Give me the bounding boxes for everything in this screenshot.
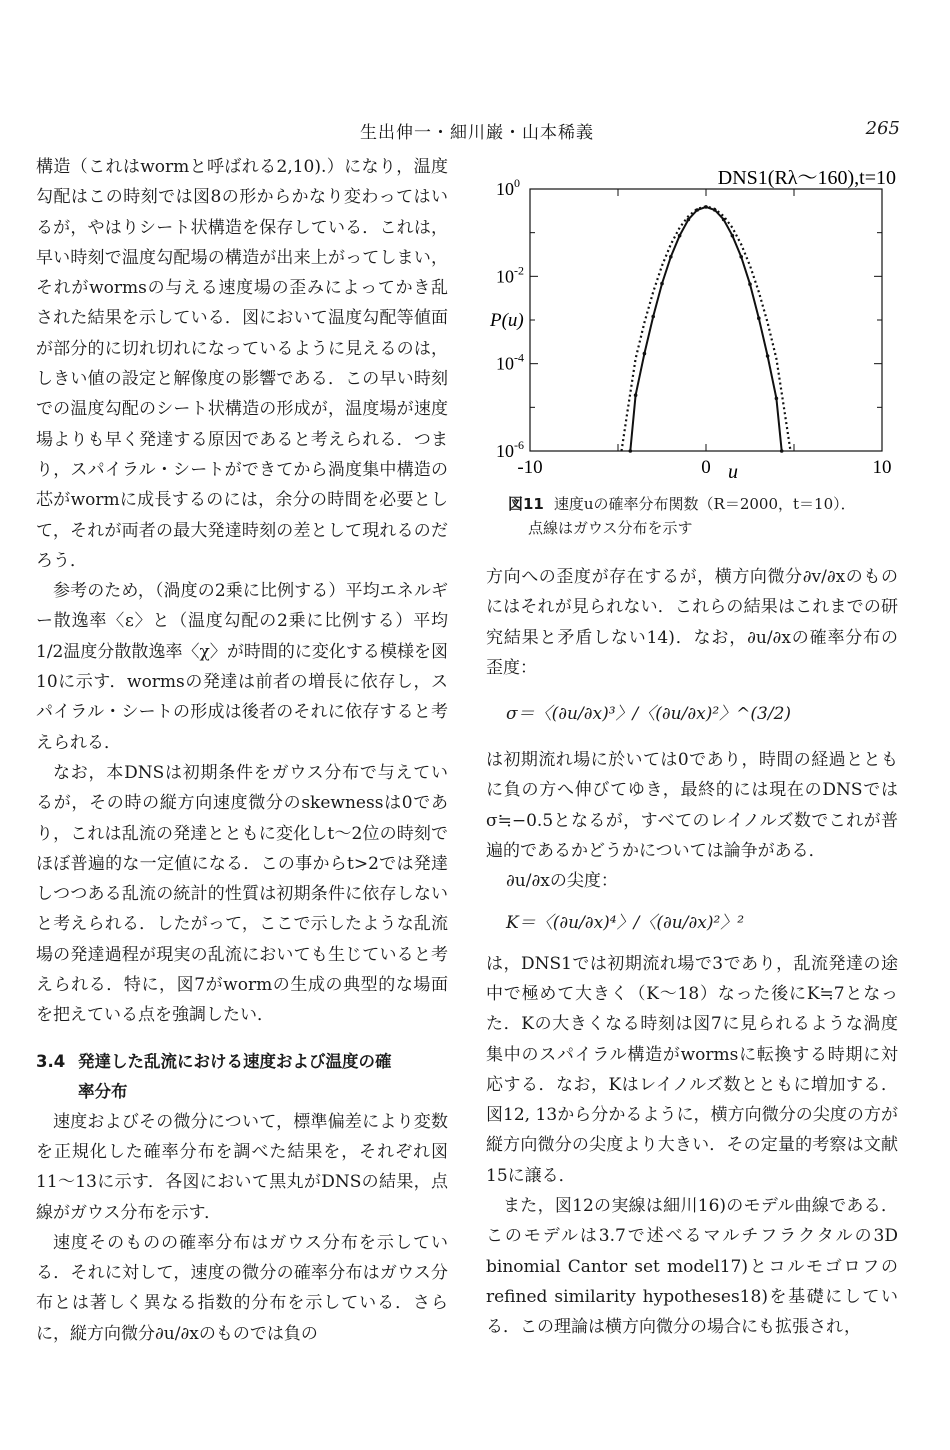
dns-point — [780, 449, 784, 453]
body-paragraph: は初期流れ場に於いては0であり，時間の経過とともに負の方へ伸びてゆき，最終的には現在のDNSではσ≒−0.5となるが，すべてのレイノルズ数でこれが普遍的であるかどうかについては論争がある． — [486, 750, 898, 862]
y-tick-label: $10^{-4}$ — [496, 350, 524, 374]
x-tick-label: -10 — [517, 457, 543, 478]
dns-point — [748, 282, 752, 286]
body-paragraph: なお，本DNSは初期条件をガウス分布で与えているが，その時の縦方向速度微分のskewnessは0であり，これは乱流の発達とともに変化しt～2位の時刻でほぼ普遍的な一定値になる．この事からt>2では発達しつつある乱流の統計的性質は初期条件に依存しないと考えられる．したがって，ここで示したような乱流場の発達過程が現実の乱流においても生じていると考えられる．特に，図7がwormの生成の典型的な場面を把えている点を強調したい． — [36, 762, 448, 1026]
dns-point — [634, 393, 638, 397]
section-number: 3.4 — [36, 1051, 66, 1071]
caption-label: 図11 — [508, 495, 544, 513]
body-paragraph: また，図12の実線は細川16)のモデル曲線である．このモデルは3.7で述べるマルチフラクタルの3D binomial Cantor set model17)とコルモゴロフのrefined similarity hypotheses18)を基礎にしている．この理論は横方向微分の場合にも拡張され， — [486, 1196, 898, 1338]
dns-point — [775, 397, 779, 401]
dns-point — [731, 234, 735, 238]
section-title-line1: 発達した乱流における速度および温度の確 — [78, 1051, 392, 1071]
body-paragraph: 参考のため，（渦度の2乗に比例する）平均エネルギー散逸率〈ε〉と（温度勾配の2乗に比例する）平均1/2温度分散散逸率〈χ〉が時間的に変化する模様を図10に示す．wormsの発達は前者の増長に依存し，スパイラル・シートの形成は後者のそれに依存すると考えられる． — [36, 581, 448, 753]
y-axis-label: P(u) — [490, 310, 524, 331]
left-column — [36, 152, 448, 1349]
body-paragraph: 速度そのものの確率分布はガウス分布を示している．それに対して，速度の微分の確率分布はガウス分布とは著しく異なる指数的分布を示している．さらに，縦方向微分∂u/∂xのものでは負の — [36, 1232, 448, 1344]
dns-point — [629, 449, 633, 453]
right-column — [486, 562, 898, 1343]
dns-point — [678, 234, 682, 238]
flatness-formula: K＝〈(∂u/∂x)⁴〉/〈(∂u/∂x)²〉² — [506, 912, 745, 933]
dns-point — [651, 315, 655, 319]
dns-curve — [630, 207, 781, 451]
body-paragraph: 速度およびその微分について，標準偏差により変数を正規化した確率分布を調べた結果を，それぞれ図11～13に示す．各図において黒丸がDNSの結果，点線がガウス分布を示す． — [36, 1111, 448, 1223]
section-heading — [36, 1047, 448, 1107]
section-title-line2: 率分布 — [78, 1081, 128, 1101]
body-paragraph: 方向への歪度が存在するが，横方向微分∂v/∂xのものにはそれが見られない．これらの結果はこれまでの研究結果と矛盾しない14)．なお，∂u/∂xの確率分布の歪度： — [486, 567, 898, 678]
running-header-authors: 生出伸一・細川巌・山本稀義 — [360, 123, 594, 143]
y-tick-label: $10^0$ — [496, 176, 520, 199]
plot-frame — [530, 189, 882, 451]
dns-point — [687, 218, 691, 222]
pdf-chart — [486, 160, 906, 490]
skewness-formula: σ＝〈(∂u/∂x)³〉/〈(∂u/∂x)²〉^(3/2) — [506, 704, 792, 725]
dns-point — [739, 255, 743, 259]
gaussian-curve — [622, 206, 791, 451]
dns-point — [757, 316, 761, 320]
caption-line2: 点線はガウス分布を示す — [528, 519, 693, 537]
dns-point — [766, 354, 770, 358]
dns-point — [643, 352, 647, 356]
dns-point — [669, 255, 673, 259]
flatness-label: ∂u/∂xの尖度： — [506, 871, 618, 892]
chart-title: DNS1(Rλ～160),t=10 — [717, 167, 896, 189]
dns-point — [660, 282, 664, 286]
x-tick-label: 0 — [701, 457, 711, 478]
y-tick-label: $10^{-2}$ — [496, 263, 524, 287]
x-tick-label: 10 — [872, 457, 892, 478]
y-tick-label: $10^{-6}$ — [496, 438, 524, 461]
caption-line1: 速度uの確率分布関数（R＝2000，t＝10）． — [553, 495, 856, 513]
body-paragraph: 構造（これはwormと呼ばれる2,10).）になり，温度勾配はこの時刻では図8の形からかなり変わってはいるが，やはりシート状構造を保存している．これは，早い時刻で温度勾配場の構造が出来上がってしまい，それがwormsの与える速度場の歪みによってかき乱された結果を示している．図において温度勾配等値面が部分的に切れ切れになっているように見えるのは，しきい値の設定と解像度の影響である．この早い時刻での温度勾配のシート状構造の形成が，温度場が速度場よりも早く発達する原因であると考えられる．つまり，スパイラル・シートができてから渦度集中構造の芯がwormに成長するのには，余分の時間を必要として，それが両者の最大発達時刻の差として現れるのだろう． — [36, 157, 448, 571]
x-axis-label: u — [728, 461, 738, 483]
body-paragraph: は，DNS1では初期流れ場で3であり，乱流発達の途中で極めて大きく（K～18）なった後にK≒7となった．Kの大きくなる時刻は図7に見られるような渦度集中のスパイラル構造がwormsに転換する時期に対応する．なお，Kはレイノルズ数とともに増加する．図12, 13から分かるように，横方向微分の尖度の方が縦方向微分の尖度より大きい．その定量的考察は文献15に譲る． — [486, 953, 898, 1186]
figure-caption — [508, 492, 908, 540]
page-number: 265 — [865, 118, 900, 139]
